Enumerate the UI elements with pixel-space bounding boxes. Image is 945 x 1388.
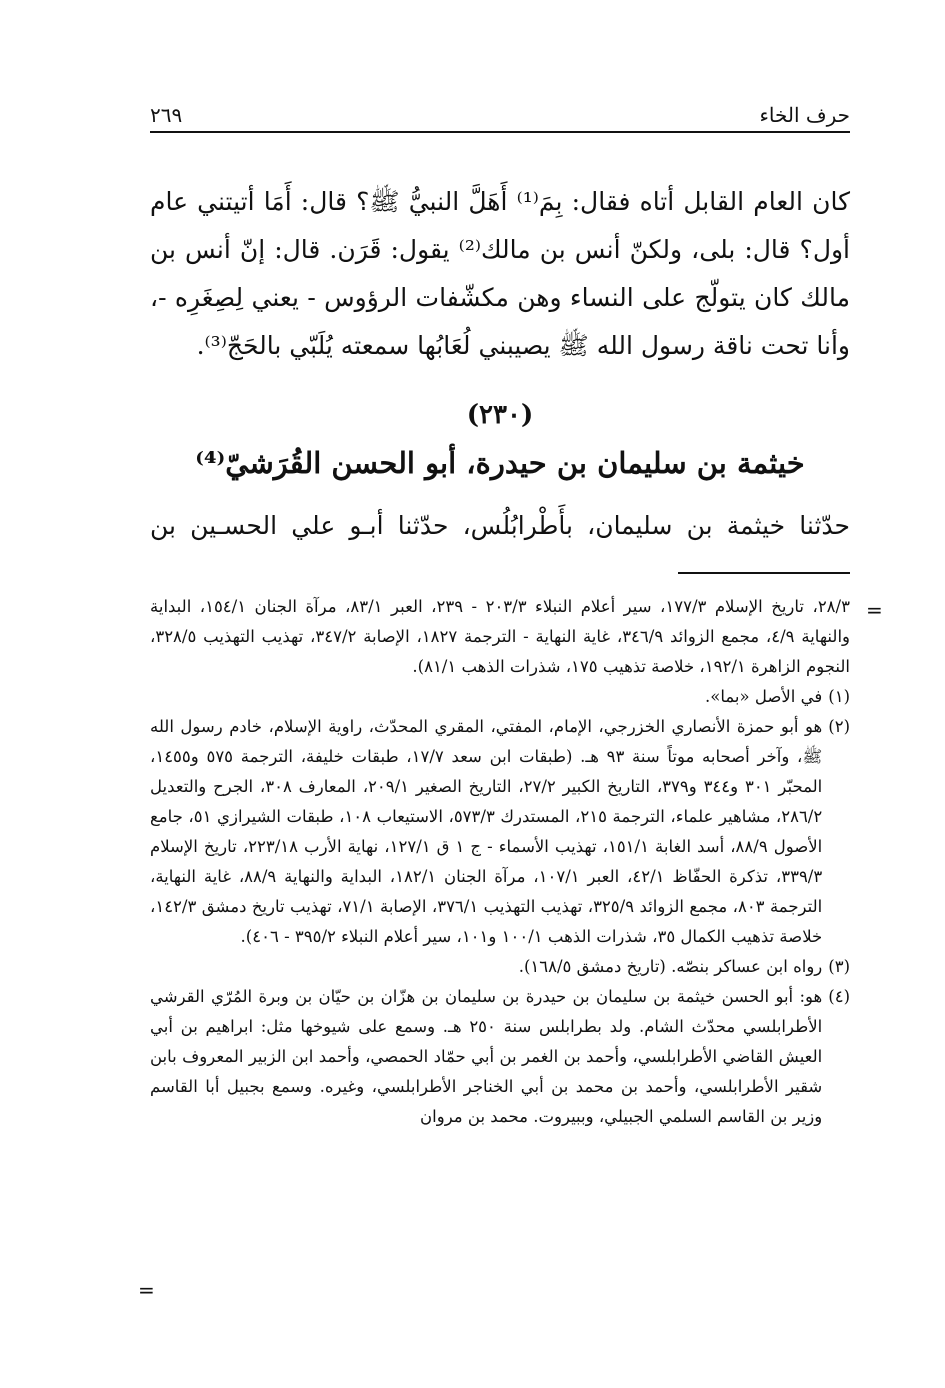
footnote-number: (٢) (828, 717, 850, 736)
footnote-text: هو: أبو الحسن خيثمة بن سليمان بن حيدرة بن سليمان بن هزّان بن حيّان بن وبرة المُرّي القرشي الأطرابلسي محدّث الشام. ولد بطرابلس سنة ٢٥٠ هـ. وسمع على شيوخها مثل: ابراهيم بن أبي العيش القاضي الأطرابلسي، وأحمد بن الغمر بن أبي حمّاد الحمصي، وأحمد ابن الزبير المعروف بابن شقير الأطرابلسي، وأحمد بن محمد بن أبي الخناجر الأطرابلسي، وغيره. وسمع بجبيل أبا القاسم وزير بن القاسم السلمي الجبيلي، وببيروت. محمد بن مروان (150, 987, 823, 1126)
footnote-4 (150, 982, 850, 1132)
footnote-text: رواه ابن عساكر بنصّه. (تاريخ دمشق ١٦٨/٥). (518, 957, 823, 976)
footnote-text: في الأصل «بما». (705, 687, 823, 706)
continuation-mark-top: = (866, 598, 883, 622)
entry-title: خيثمة بن سليمان بن حيدرة، أبو الحسن القُرَشيّ⁽⁴⁾ (195, 446, 805, 480)
footnote-text: هو أبو حمزة الأنصاري الخزرجي، الإمام، المفتي، المقري المحدّث، راوية الإسلام، خادم رسول الله ﷺ، وآخر أصحابه موتاً سنة ٩٣ هـ. (طبقات ابن سعد ١٧/٧، طبقات خليفة، الترجمة ٥٧٥ و١٤٥٥، المحبّر ٣٠١ و٣٤٤ و٣٧٩، التاريخ الكبير ٢٧/٢، التاريخ الصغير ٢٠٩/١، المعارف ٣٠٨، الجرح والتعديل ٢٨٦/٢، مشاهير علماء، الترجمة ٢١٥، المستدرك ٥٧٣/٣، الاستيعاب ١٠٨، طبقات الشيرازي ٥١، جامع الأصول ٨٨/٩، أسد الغابة ١٥١/١، تهذيب الأسماء - ج ١ ق ١٢٧/١، نهاية الأرب ٢٢٣/١٨، تاريخ الإسلام ٣٣٩/٣، تذكرة الحفّاظ ٤٢/١، العبر ١٠٧/١، مرآة الجنان ١٨٢/١، البداية والنهاية ٨٨/٩، غاية النهاية، الترجمة ٨٠٣، مجمع الزوائد ٣٢٥/٩، تهذيب التهذيب ٣٧٦/١، الإصابة ٧١/١، تهذيب تاريخ دمشق ١٤٢/٣، خلاصة تذهيب الكمال ٣٥، شذرات الذهب ١٠٠/١ و١٠١، سير أعلام النبلاء ٣٩٥/٢ - ٤٠٦). (150, 717, 823, 946)
entry-paragraph: حدّثنا خيثمة بن سليمان، بأَطْرابُلُس، حدّثنا أبـو علي الحسـين بن (150, 511, 850, 540)
footnote-number: (١) (828, 687, 850, 706)
running-title: حرف الخاء (759, 103, 850, 127)
footnote-2 (150, 712, 850, 952)
footnotes (150, 592, 850, 1132)
footnote-1 (150, 682, 850, 712)
footnote-continued: ٢٨/٣، تاريخ الإسلام ١٧٧/٣، سير أعلام النبلاء ٢٠٣/٣ - ٢٣٩، العبر ٨٣/١، مرآة الجنان ١٥٤/١، البداية والنهاية ٤/٩، مجمع الزوائد ٣٤٦/٩، غاية النهاية - الترجمة ١٨٢٧، الإصابة ٣٤٧/٢، تهذيب التهذيب ٣٢٨/٥، النجوم الزاهرة ١٩٢/١، خلاصة تذهيب ١٧٥، شذرات الذهب ٨١/١). (150, 597, 850, 676)
page-header (150, 100, 850, 130)
footnote-number: (٣) (828, 957, 850, 976)
main-paragraph: كان العام القابل أتاه فقال: بِمَ⁽¹⁾ أَهَلَّ النبيُّ ﷺ؟ قال: أَمَا أتيتني عام أول؟ قال: بلى، ولكنّ أنس بن مالك⁽²⁾ يقول: قَرَن. قال: إنّ أنس بن مالك كان يتولّج على النساء وهن مكشّفات الرؤوس - يعني لِصِغَرِه -، وأنا تحت ناقة رسول الله ﷺ يصيبني لُعَابُها سمعته يُلَبّي بالحَجّ⁽³⁾. (150, 187, 850, 360)
header-rule (150, 131, 850, 133)
continuation-mark-bottom: = (138, 1278, 155, 1302)
entry-number: (٢٣٠) (466, 400, 534, 430)
footnote-number: (٤) (828, 987, 850, 1006)
footnote-3 (150, 952, 850, 982)
footnote-separator (678, 572, 850, 574)
page-number: ٢٦٩ (150, 103, 183, 127)
